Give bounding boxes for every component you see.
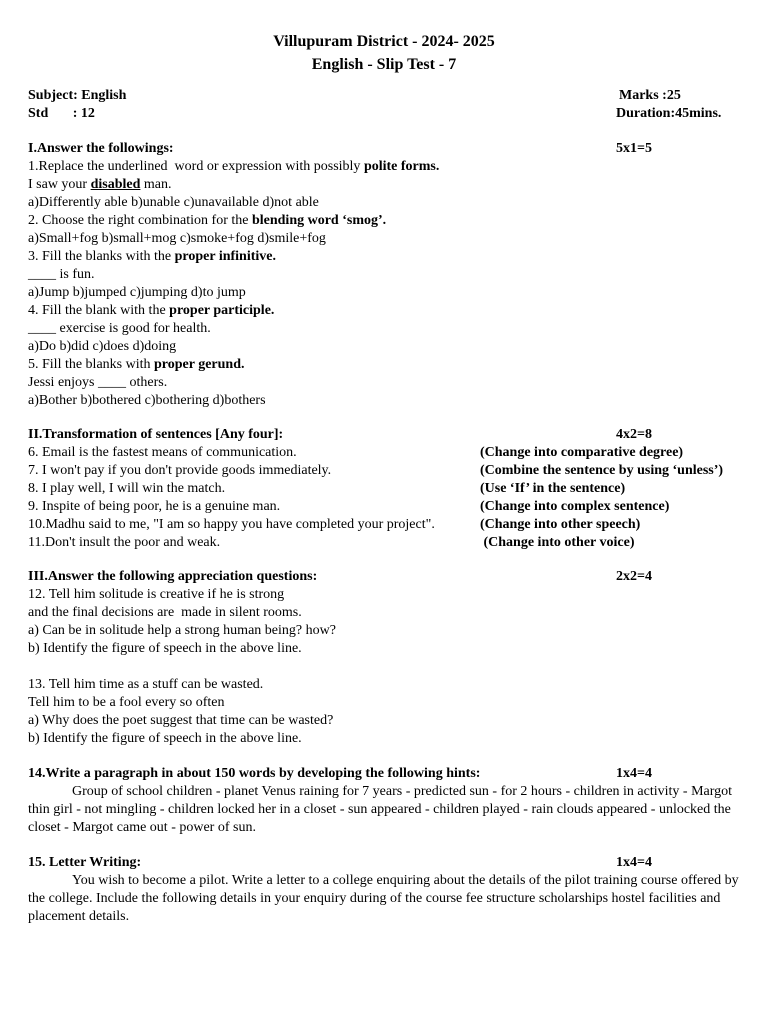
section-3-marks: 2x2=4 (616, 569, 652, 584)
question-6-hint: (Change into comparative degree) (480, 445, 684, 460)
question-1 (28, 158, 439, 176)
q3-bold: proper infinitive. (174, 249, 276, 264)
section-1-heading: I.Answer the followings: (28, 141, 174, 156)
page-subtitle: English - Slip Test - 7 (311, 56, 457, 73)
q5-bold: proper gerund. (154, 357, 245, 372)
question-2-options: a)Small+fog b)small+mog c)smoke+fog d)smile+fog (28, 231, 326, 246)
question-12-b: b) Identify the figure of speech in the above line. (28, 641, 302, 656)
q1-underlined-word: disabled (90, 177, 141, 192)
section-5-marks: 1x4=4 (616, 855, 652, 870)
marks-label: Marks :25 (619, 88, 681, 103)
question-10: 10.Madhu said to me, "I am so happy you have completed your project". (28, 517, 435, 532)
question-4 (28, 302, 274, 320)
question-1-options: a)Differently able b)unable c)unavailable d)not able (28, 195, 319, 210)
question-6: 6. Email is the fastest means of communication. (28, 445, 297, 460)
question-11-hint: (Change into other voice) (480, 535, 635, 550)
question-13-a: a) Why does the poet suggest that time can be wasted? (28, 713, 334, 728)
question-8: 8. I play well, I will win the match. (28, 481, 226, 496)
section-4-heading: 14.Write a paragraph in about 150 words by developing the following hints: (28, 766, 481, 781)
poem-line: 12. Tell him solitude is creative if he is strong (28, 587, 285, 602)
section-5-heading: 15. Letter Writing: (28, 855, 142, 870)
question-9-hint: (Change into complex sentence) (480, 499, 670, 514)
question-1-sentence (28, 176, 172, 194)
question-11: 11.Don't insult the poor and weak. (28, 535, 221, 550)
question-3-options: a)Jump b)jumped c)jumping d)to jump (28, 285, 246, 300)
page-title: Villupuram District - 2024- 2025 (273, 33, 495, 50)
q1-text: 1.Replace the underlined word or expression with possibly (28, 159, 364, 174)
section-2-heading: II.Transformation of sentences [Any four]: (28, 427, 284, 442)
q1-s-post: man. (140, 177, 172, 192)
question-2 (28, 212, 386, 230)
question-3-sentence: ____ is fun. (28, 267, 95, 282)
question-8-hint: (Use ‘If’ in the sentence) (480, 481, 626, 496)
section-4-marks: 1x4=4 (616, 766, 652, 781)
question-7: 7. I won't pay if you don't provide goods immediately. (28, 463, 332, 478)
question-9: 9. Inspite of being poor, he is a genuine man. (28, 499, 281, 514)
paragraph-hints: Group of school children - planet Venus raining for 7 years - predicted sun - for 2 hours - children in activity - Margot thin girl - not mingling - children locked her in a closet - sun appeared - children played - rain clouds appeared - unlocked the closet - Margot came out - power of sun. (28, 784, 733, 835)
question-4-sentence: ____ exercise is good for health. (28, 321, 211, 336)
subject-label: Subject: English (28, 88, 127, 103)
q4-bold: proper participle. (169, 303, 275, 318)
q4-text: 4. Fill the blank with the (28, 303, 170, 318)
q3-text: 3. Fill the blanks with the (28, 249, 175, 264)
poem-line: 13. Tell him time as a stuff can be wasted. (28, 677, 264, 692)
question-5 (28, 356, 245, 374)
section-1-marks: 5x1=5 (616, 141, 652, 156)
duration-label: Duration:45mins. (616, 106, 722, 121)
poem-line: Tell him to be a fool every so often (28, 695, 225, 710)
question-5-sentence: Jessi enjoys ____ others. (28, 375, 168, 390)
question-12-a: a) Can be in solitude help a strong human being? how? (28, 623, 336, 638)
q2-bold: blending word ‘smog’. (251, 213, 387, 228)
letter-prompt: You wish to become a pilot. Write a letter to a college enquiring about the details of the pilot training course offered by the college. Include the following details in your enquiry during of the course fee structure scholarships hostel facilities and placement details. (28, 873, 739, 924)
question-4-options: a)Do b)did c)does d)doing (28, 339, 177, 354)
q1-s-pre: I saw your (28, 177, 91, 192)
question-13-b: b) Identify the figure of speech in the above line. (28, 731, 302, 746)
section-2-marks: 4x2=8 (616, 427, 652, 442)
q1-bold: polite forms. (363, 159, 440, 174)
question-7-hint: (Combine the sentence by using ‘unless’) (480, 463, 724, 478)
poem-line: and the final decisions are made in silent rooms. (28, 605, 302, 620)
question-10-hint: (Change into other speech) (480, 517, 641, 532)
q2-text: 2. Choose the right combination for the (28, 213, 252, 228)
std-label: Std : 12 (28, 106, 95, 121)
section-3-heading: III.Answer the following appreciation questions: (28, 569, 318, 584)
question-5-options: a)Bother b)bothered c)bothering d)bothers (28, 393, 266, 408)
question-3 (28, 248, 276, 266)
q5-text: 5. Fill the blanks with (28, 357, 154, 372)
